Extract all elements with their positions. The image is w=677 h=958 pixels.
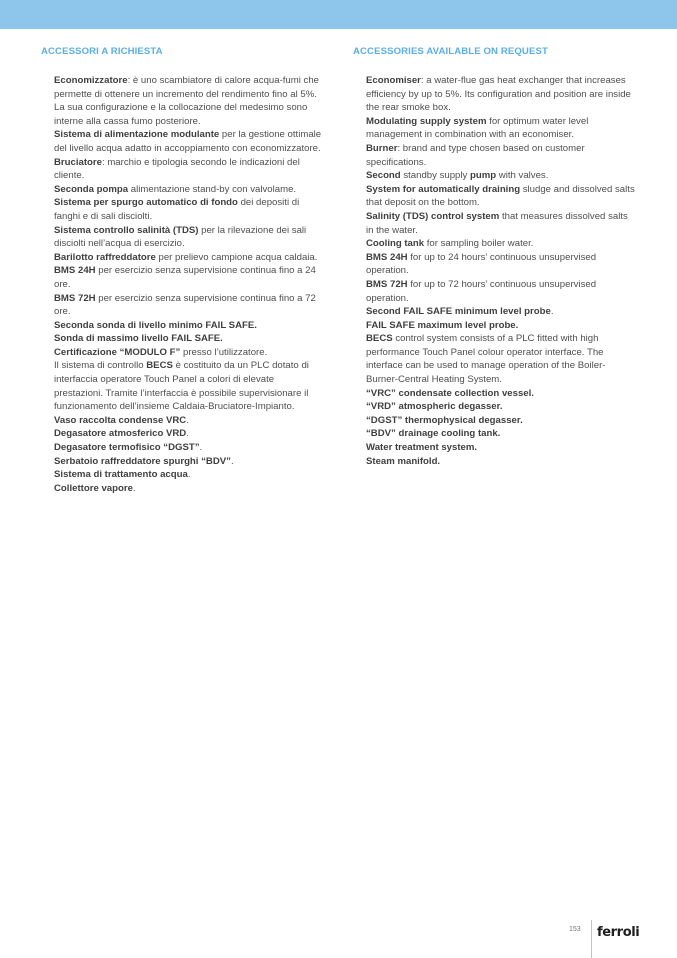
item-text: . — [550, 306, 554, 318]
list-item — [353, 441, 636, 455]
item-text: control system consists of a PLC fitted with high performance Touch Panel colour operator interface. The interface can be used to manage operation of the Boiler-Burner-Central Heating System. — [366, 333, 606, 386]
item-text: for up to 72 hours’ continuous unsupervised operation. — [366, 278, 597, 304]
item-keyword: Economizzatore — [54, 75, 128, 86]
list-item — [353, 169, 636, 183]
item-text: . — [187, 469, 191, 481]
english-column — [353, 46, 636, 468]
list-item — [41, 74, 324, 128]
item-keyword: BMS 24H — [366, 251, 408, 263]
item-keyword: Steam manifold. — [366, 455, 441, 467]
item-keyword: BMS 24H — [54, 265, 96, 277]
list-item — [41, 251, 324, 265]
item-text: è costituito da un PLC dotato di interfaccia operatore Touch Panel a colori di elevate prestazioni. Tramite l’interfaccia è possibile supervisionare il funzionamento dell’insieme Caldaia-Bruciatore-Impianto. — [54, 360, 309, 413]
item-keyword: Salinity (TDS) control system — [366, 210, 500, 222]
list-item — [353, 142, 636, 169]
item-text: : a water-flue gas heat exchanger that increases efficiency by up to 5%. Its configuration and position are inside the rear smoke box. — [366, 75, 631, 114]
item-keyword: FAIL SAFE maximum level probe. — [366, 319, 519, 331]
item-keyword: Barilotto raffreddatore — [54, 251, 156, 263]
list-item — [353, 74, 636, 115]
list-item — [41, 128, 324, 155]
english-heading: ACCESSORIES AVAILABLE ON REQUEST — [353, 46, 548, 57]
list-item — [41, 455, 324, 469]
item-text: for sampling boiler water. — [424, 238, 534, 250]
list-item — [353, 183, 636, 210]
item-text: per esercizio senza supervisione continua fino a 24 ore. — [54, 265, 316, 290]
list-item — [353, 319, 636, 333]
item-keyword: Bruciatore — [54, 156, 102, 168]
item-text: sludge and dissolved salts that deposit on the bottom. — [366, 183, 635, 209]
item-text: . — [186, 414, 189, 426]
item-text: per prelievo campione acqua caldaia. — [155, 251, 318, 263]
list-item — [41, 427, 324, 441]
item-text: for optimum water level management in combination with an economiser. — [366, 115, 589, 141]
item-keyword: Economiser — [366, 75, 421, 86]
item-keyword: Serbatoio raffreddatore spurghi “BDV” — [54, 455, 231, 467]
item-keyword: Collettore vapore — [54, 482, 133, 494]
item-keyword: BMS 72H — [54, 292, 96, 304]
brand-logo — [597, 922, 639, 944]
top-color-band — [0, 0, 677, 29]
item-keyword: “BDV” drainage cooling tank. — [366, 428, 501, 440]
english-accessory-list — [353, 74, 636, 468]
list-item — [353, 414, 636, 428]
item-text: for up to 24 hours’ continuous unsupervised operation. — [366, 251, 597, 277]
item-keyword: “DGST” thermophysical degasser. — [366, 414, 523, 426]
list-item — [353, 237, 636, 251]
item-keyword: “VRD” atmospheric degasser. — [366, 401, 503, 413]
item-keyword: BECS — [146, 360, 173, 372]
item-keyword: Sistema controllo salinità (TDS) — [54, 224, 199, 236]
italian-column — [41, 46, 324, 495]
list-item — [41, 468, 324, 482]
list-item — [353, 455, 636, 469]
item-keyword: Seconda pompa — [54, 183, 129, 195]
item-keyword: Sistema per spurgo automatico di fondo — [54, 197, 238, 209]
item-text: per la gestione ottimale del livello acqua adatto in accoppiamento con economizzatore. — [54, 129, 322, 154]
list-item — [353, 278, 636, 305]
list-item — [353, 387, 636, 401]
item-text: presso l’utilizzatore. — [180, 346, 268, 358]
list-item — [41, 292, 324, 319]
list-item — [353, 115, 636, 142]
list-item — [353, 305, 636, 319]
page-number: 153 — [569, 926, 581, 933]
item-text: alimentazione stand-by con valvolame. — [128, 183, 297, 195]
item-text: : marchio e tipologia secondo le indicazioni del cliente. — [54, 156, 300, 182]
item-keyword: Degasatore termofisico “DGST” — [54, 442, 200, 454]
list-item — [41, 332, 324, 346]
item-keyword: BMS 72H — [366, 278, 408, 290]
item-text: Il sistema di controllo — [54, 360, 147, 372]
list-item — [41, 414, 324, 428]
item-keyword: Second — [366, 170, 401, 182]
item-text: per esercizio senza supervisione continua fino a 72 ore. — [54, 292, 316, 318]
item-text: with valves. — [496, 170, 549, 182]
item-text: that measures dissolved salts in the water. — [366, 210, 628, 236]
item-keyword: Degasatore atmosferico VRD — [54, 428, 187, 440]
item-keyword: BECS — [366, 333, 393, 345]
item-keyword: System for automatically draining — [366, 183, 521, 195]
list-item — [353, 332, 636, 386]
item-keyword: “VRC” condensate collection vessel. — [366, 387, 534, 399]
item-keyword: Sonda di massimo livello FAIL SAFE. — [54, 333, 223, 345]
list-item — [41, 224, 324, 251]
item-keyword: pump — [470, 170, 497, 182]
item-keyword: Water treatment system. — [366, 442, 478, 454]
item-keyword: Cooling tank — [366, 238, 425, 250]
list-item — [41, 264, 324, 291]
item-keyword: Vaso raccolta condense VRC — [54, 414, 187, 426]
item-text: . — [186, 428, 189, 440]
italian-accessory-list — [41, 74, 324, 495]
item-text: standby supply — [400, 170, 470, 182]
item-text: : brand and type chosen based on customer specifications. — [366, 142, 585, 168]
list-item — [41, 319, 324, 333]
list-item — [353, 400, 636, 414]
item-text: . — [132, 482, 136, 494]
item-keyword: Certificazione “MODULO F” — [54, 346, 181, 358]
list-item — [41, 183, 324, 197]
list-item — [41, 482, 324, 496]
list-item — [41, 196, 324, 223]
list-item — [41, 441, 324, 455]
item-keyword: Modulating supply system — [366, 115, 487, 127]
item-text: per la rilevazione dei sali disciolti nell’acqua di esercizio. — [54, 224, 307, 250]
italian-heading: ACCESSORI A RICHIESTA — [41, 46, 163, 57]
item-text: . — [199, 442, 203, 454]
item-keyword: Burner — [366, 142, 398, 154]
list-item — [353, 210, 636, 237]
list-item — [353, 251, 636, 278]
footer-divider — [591, 920, 592, 958]
brand-logo-text: ferroli — [597, 925, 640, 940]
list-item — [41, 156, 324, 183]
list-item — [41, 346, 324, 360]
item-keyword: Second FAIL SAFE minimum level probe — [366, 306, 551, 318]
list-item — [41, 359, 324, 413]
item-text: dei depositi di fanghi e di sali disciolti. — [54, 197, 300, 222]
item-keyword: Sistema di trattamento acqua — [54, 469, 188, 481]
list-item — [353, 427, 636, 441]
item-keyword: Sistema di alimentazione modulante — [54, 129, 220, 141]
item-text: . — [230, 455, 234, 467]
item-text: : è uno scambiatore di calore acqua-fumi che permette di ottenere un incremento del rendimento fino al 5%. La sua configurazione e la collocazione del medesimo sono interne alla cassa fumo posteriore. — [54, 75, 320, 127]
item-keyword: Seconda sonda di livello minimo FAIL SAFE. — [54, 319, 257, 331]
